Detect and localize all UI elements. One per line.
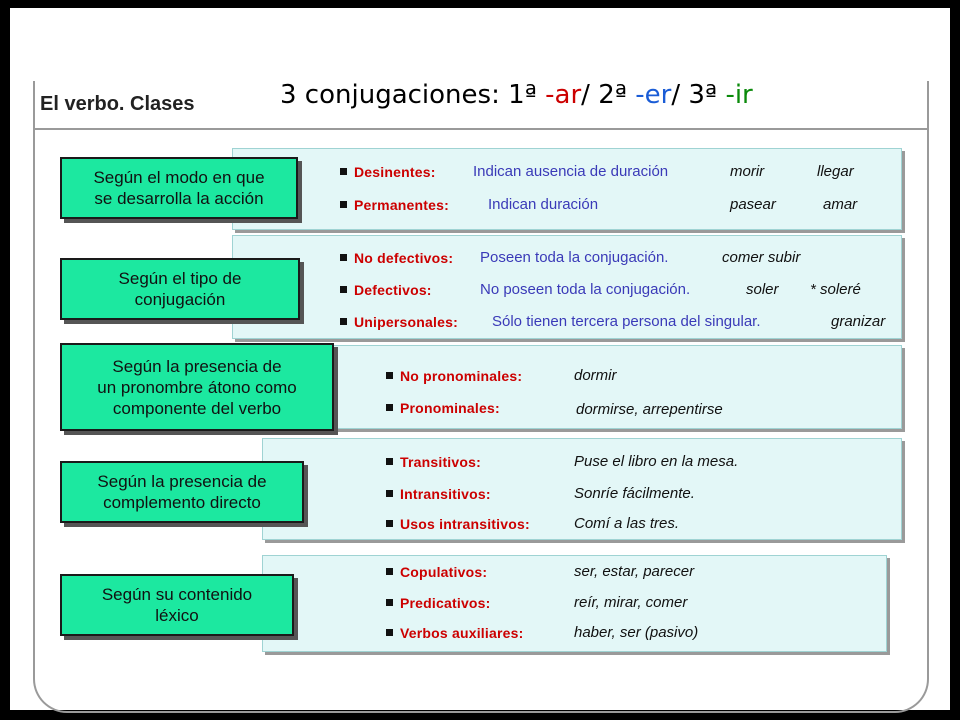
- list-item: [340, 311, 900, 333]
- example: ser, estar, parecer: [574, 563, 695, 580]
- description: No poseen toda la conjugación.: [480, 281, 691, 298]
- list-item: [386, 561, 886, 583]
- description: Indican ausencia de duración: [473, 163, 669, 180]
- list-item: [386, 592, 886, 614]
- list-item: [386, 397, 886, 419]
- conj-sep1: / 2ª: [581, 80, 636, 110]
- list-item: [386, 365, 886, 387]
- term: Verbos auxiliares:: [400, 625, 524, 641]
- example: morir: [730, 163, 765, 180]
- example: soler: [746, 281, 779, 298]
- description: Poseen toda la conjugación.: [480, 249, 669, 266]
- group-label-modo: Según el modo en que se desarrolla la acción: [60, 157, 298, 219]
- bullet-icon: [386, 568, 393, 575]
- example: dormir: [574, 367, 617, 384]
- group-label-conjugacion: Según el tipo de conjugación: [60, 258, 300, 320]
- group-label-contenido: Según su contenido léxico: [60, 574, 294, 636]
- bullet-icon: [386, 404, 393, 411]
- example: Puse el libro en la mesa.: [574, 453, 739, 470]
- slide: [10, 8, 950, 710]
- example: granizar: [831, 313, 886, 330]
- conj-sep2: / 3ª: [671, 80, 726, 110]
- term: Pronominales:: [400, 400, 500, 416]
- term: Unipersonales:: [354, 314, 458, 330]
- example: comer subir: [722, 249, 801, 266]
- list-item: [386, 451, 886, 473]
- example: Comí a las tres.: [574, 515, 680, 532]
- example: pasear: [730, 196, 776, 213]
- list-item: [340, 194, 900, 216]
- example: * soleré: [810, 281, 861, 298]
- term: No defectivos:: [354, 250, 454, 266]
- example: amar: [823, 196, 858, 213]
- list-item: [340, 279, 900, 301]
- page-title: El verbo. Clases: [40, 93, 195, 115]
- bullet-icon: [386, 599, 393, 606]
- term: Transitivos:: [400, 454, 481, 470]
- term: Intransitivos:: [400, 486, 491, 502]
- bullet-icon: [386, 458, 393, 465]
- bullet-icon: [340, 168, 347, 175]
- description: Indican duración: [488, 196, 599, 213]
- bullet-icon: [386, 372, 393, 379]
- list-item: [386, 483, 886, 505]
- bullet-icon: [386, 629, 393, 636]
- term: Copulativos:: [400, 564, 488, 580]
- header-divider: [33, 128, 929, 130]
- conj-ir: -ir: [725, 80, 753, 110]
- example: reír, mirar, comer: [574, 594, 688, 611]
- bullet-icon: [340, 286, 347, 293]
- example: llegar: [817, 163, 854, 180]
- list-item: [386, 622, 886, 644]
- bullet-icon: [386, 520, 393, 527]
- bullet-icon: [340, 201, 347, 208]
- list-item: [340, 161, 900, 183]
- list-item: [386, 513, 886, 535]
- bullet-icon: [340, 318, 347, 325]
- term: Permanentes:: [354, 197, 449, 213]
- conjugations-title: [280, 80, 753, 110]
- term: Defectivos:: [354, 282, 432, 298]
- example: haber, ser (pasivo): [574, 624, 699, 641]
- term: Desinentes:: [354, 164, 436, 180]
- list-item: [340, 247, 900, 269]
- example: dormirse, arrepentirse: [576, 401, 723, 418]
- description: Sólo tienen tercera persona del singular.: [492, 313, 761, 330]
- term: Usos intransitivos:: [400, 516, 530, 532]
- example: Sonríe fácilmente.: [574, 485, 695, 502]
- conj-er: -er: [635, 80, 672, 110]
- conj-ar: -ar: [545, 80, 582, 110]
- term: No pronominales:: [400, 368, 523, 384]
- term: Predicativos:: [400, 595, 491, 611]
- bullet-icon: [340, 254, 347, 261]
- group-label-pronombre: Según la presencia de un pronombre átono como componente del verbo: [60, 343, 334, 431]
- conj-prefix: 3 conjugaciones: 1ª: [280, 80, 546, 110]
- group-label-complemento: Según la presencia de complemento directo: [60, 461, 304, 523]
- bullet-icon: [386, 490, 393, 497]
